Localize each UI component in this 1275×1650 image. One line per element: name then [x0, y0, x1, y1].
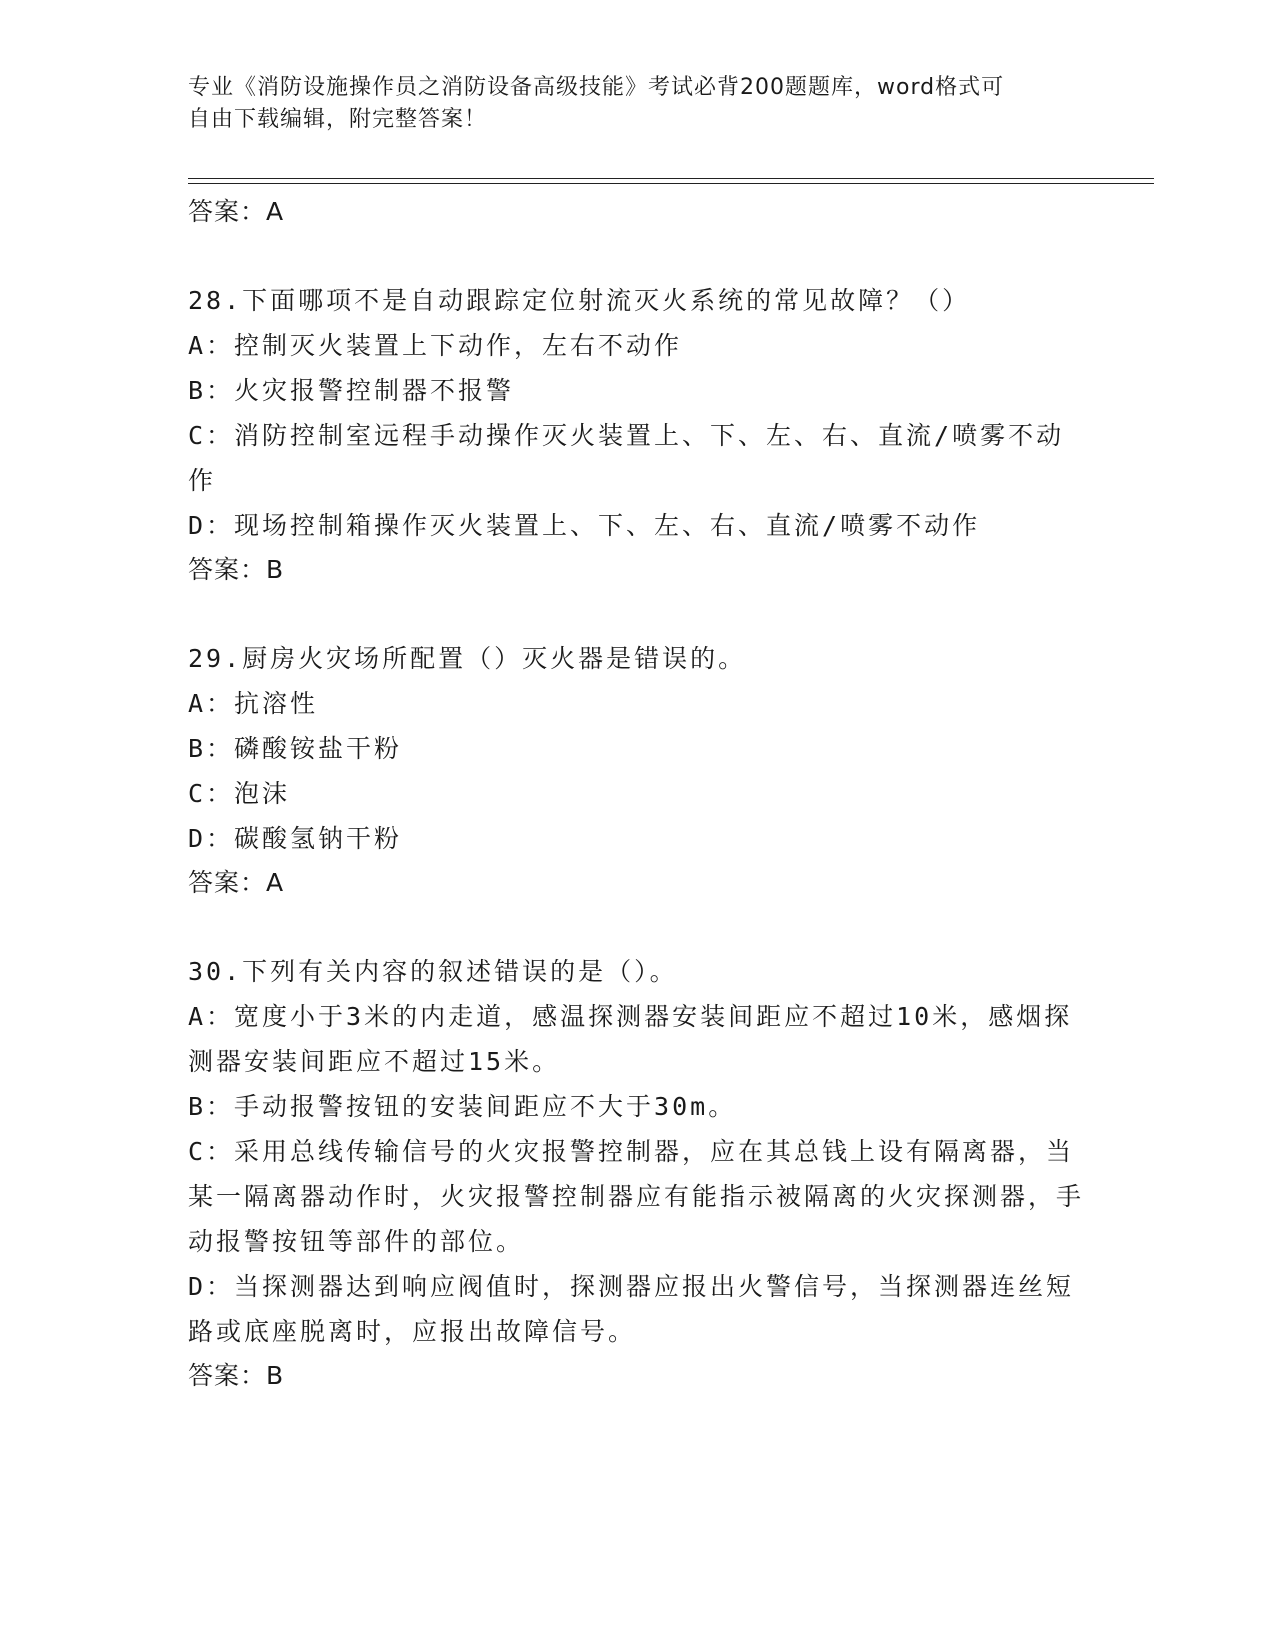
question-28: [188, 278, 1088, 592]
option-a: A：控制灭火装置上下动作，左右不动作: [188, 331, 683, 360]
question-list: [188, 190, 1088, 1398]
document-header: [188, 72, 1088, 136]
option-c: C：消防控制室远程手动操作灭火装置上、下、左、右、直流/喷雾不动作: [188, 421, 1065, 495]
question-title: 30.下列有关内容的叙述错误的是（）。: [188, 957, 678, 986]
header-divider-top: [188, 178, 1154, 179]
option-d: D：当探测器达到响应阀值时，探测器应报出火警信号，当探测器连丝短路或底座脱离时，应报出故障信号。: [188, 1272, 1075, 1346]
option-d: D：现场控制箱操作灭火装置上、下、左、右、直流/喷雾不动作: [188, 511, 981, 540]
option-c: C：泡沫: [188, 779, 291, 808]
option-b: B：磷酸铵盐干粉: [188, 734, 403, 763]
question-29: [188, 636, 1088, 905]
answer-line: 答案：B: [188, 1361, 285, 1390]
question-title: 29.厨房火灾场所配置（）灭火器是错误的。: [188, 644, 747, 673]
question-30: [188, 949, 1088, 1398]
header-line-2: 自由下载编辑，附完整答案！: [188, 107, 488, 132]
option-a: A：宽度小于3米的内走道，感温探测器安装间距应不超过10米，感烟探测器安装间距应不超过15米。: [188, 1002, 1073, 1076]
option-d: D：碳酸氢钠干粉: [188, 824, 403, 853]
header-line-1: 专业《消防设施操作员之消防设备高级技能》考试必背200题题库，word格式可: [188, 75, 1005, 100]
option-b: B：手动报警按钮的安装间距应不大于30m。: [188, 1092, 737, 1121]
option-b: B：火灾报警控制器不报警: [188, 376, 515, 405]
answer-line: 答案：B: [188, 555, 285, 584]
option-a: A：抗溶性: [188, 689, 319, 718]
option-c: C：采用总线传输信号的火灾报警控制器，应在其总钱上设有隔离器，当某一隔离器动作时，火灾报警控制器应有能指示被隔离的火灾探测器，手动报警按钮等部件的部位。: [188, 1137, 1085, 1256]
question-title: 28.下面哪项不是自动跟踪定位射流灭火系统的常见故障？（）: [188, 286, 971, 315]
previous-answer: 答案：A: [188, 197, 285, 226]
answer-line: 答案：A: [188, 868, 285, 897]
header-divider-bottom: [188, 183, 1154, 184]
